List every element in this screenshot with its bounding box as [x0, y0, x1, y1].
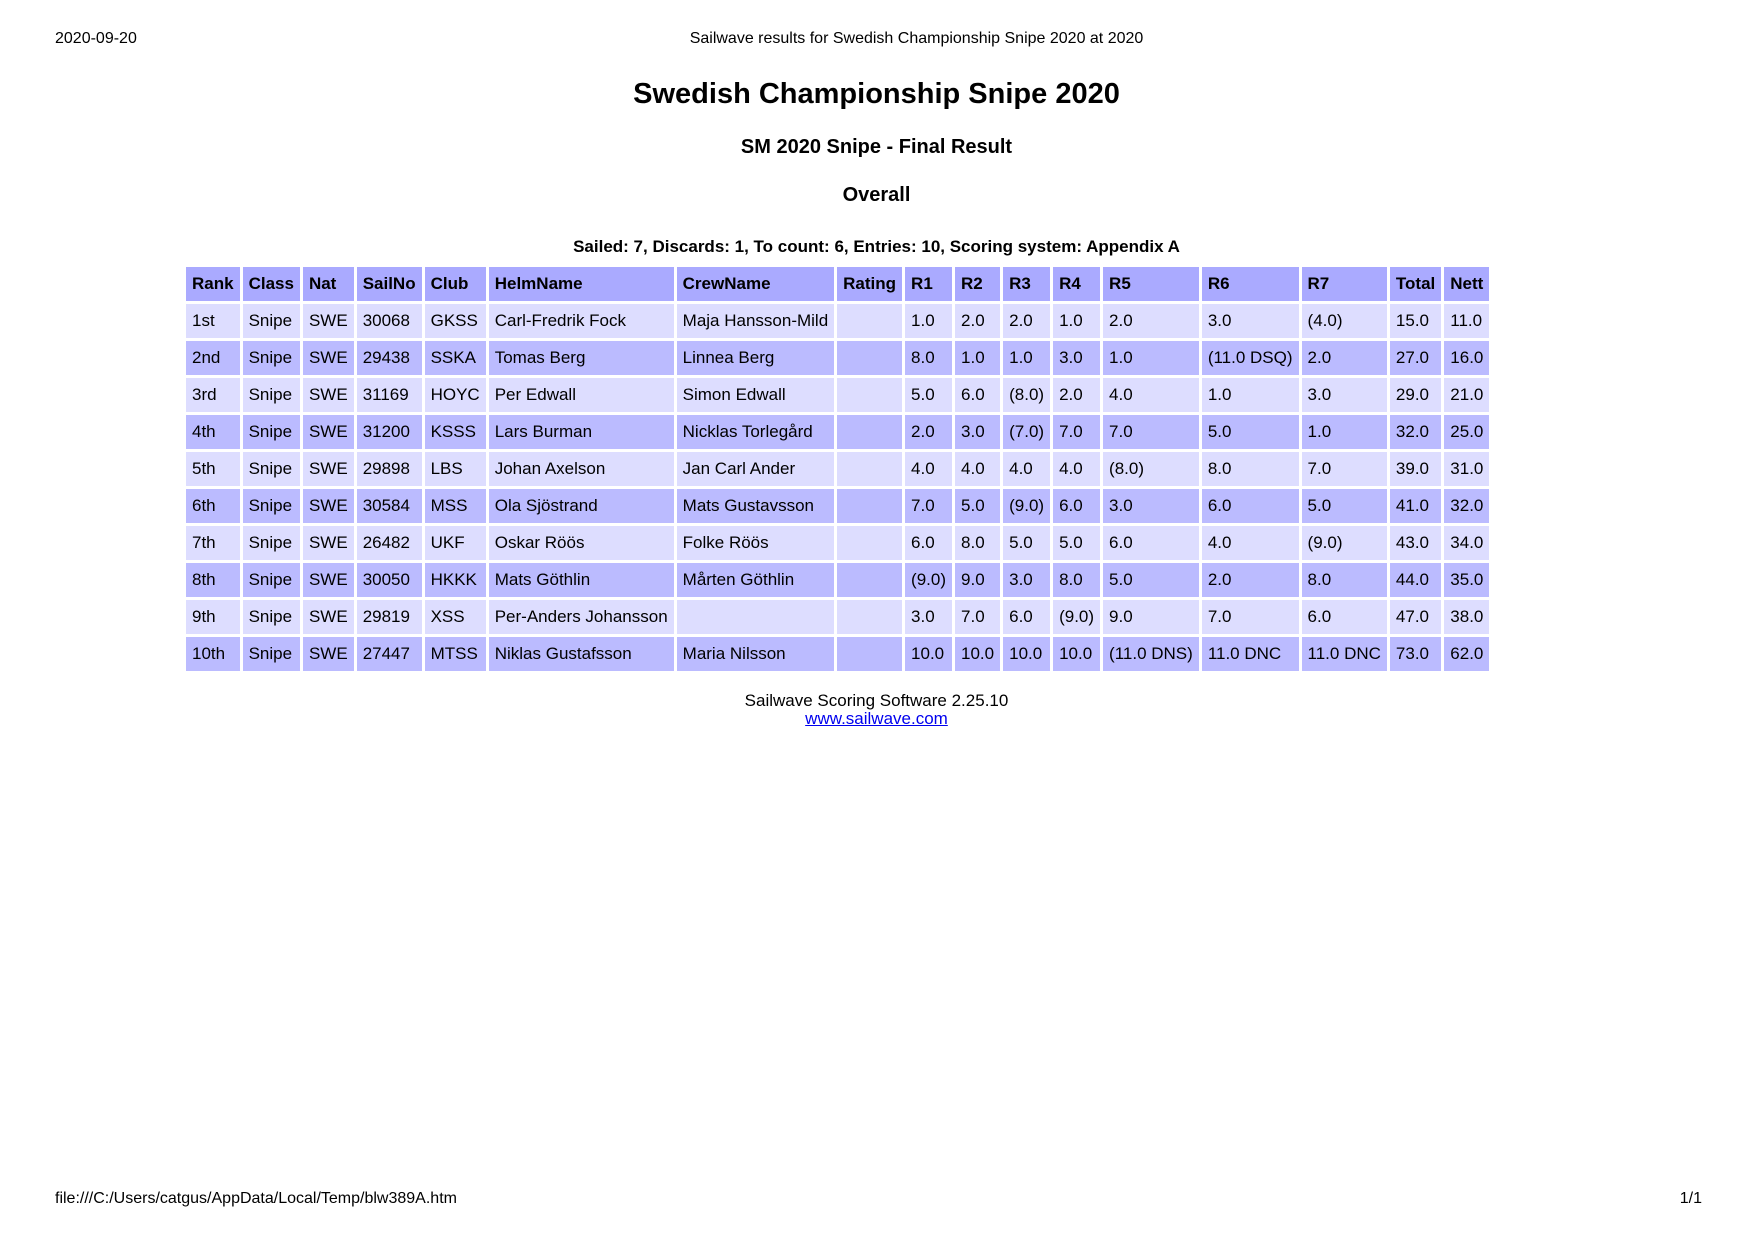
cell-rank: 6th	[186, 489, 240, 523]
cell-club: UKF	[425, 526, 486, 560]
cell-crewname: Maria Nilsson	[677, 637, 835, 671]
cell-r4: 7.0	[1053, 415, 1100, 449]
cell-total: 32.0	[1390, 415, 1441, 449]
cell-r7: 3.0	[1302, 378, 1387, 412]
cell-club: HKKK	[425, 563, 486, 597]
results-subtitle: SM 2020 Snipe - Final Result	[740, 136, 1013, 158]
cell-crewname: Mats Gustavsson	[677, 489, 835, 523]
cell-r5: 1.0	[1103, 341, 1199, 375]
cell-rating	[837, 452, 902, 486]
cell-nett: 34.0	[1444, 526, 1489, 560]
table-row	[186, 526, 1489, 560]
cell-r2: 9.0	[955, 563, 1000, 597]
cell-helmname: Carl-Fredrik Fock	[489, 304, 674, 338]
cell-sailno: 26482	[357, 526, 422, 560]
cell-rating	[837, 563, 902, 597]
cell-nett: 21.0	[1444, 378, 1489, 412]
cell-crewname: Nicklas Torlegård	[677, 415, 835, 449]
cell-class: Snipe	[243, 415, 300, 449]
cell-class: Snipe	[243, 600, 300, 634]
cell-r3: 5.0	[1003, 526, 1050, 560]
cell-r6: 4.0	[1202, 526, 1299, 560]
cell-r1: (9.0)	[905, 563, 952, 597]
cell-r1: 4.0	[905, 452, 952, 486]
cell-nett: 16.0	[1444, 341, 1489, 375]
cell-helmname: Oskar Röös	[489, 526, 674, 560]
cell-sailno: 27447	[357, 637, 422, 671]
cell-r3: 6.0	[1003, 600, 1050, 634]
cell-r4: 2.0	[1053, 378, 1100, 412]
cell-r3: (8.0)	[1003, 378, 1050, 412]
cell-nat: SWE	[303, 600, 354, 634]
cell-r3: (9.0)	[1003, 489, 1050, 523]
cell-r2: 2.0	[955, 304, 1000, 338]
cell-sailno: 29438	[357, 341, 422, 375]
cell-nett: 25.0	[1444, 415, 1489, 449]
cell-rank: 10th	[186, 637, 240, 671]
column-header-r1: R1	[905, 267, 952, 301]
cell-r3: 2.0	[1003, 304, 1050, 338]
cell-club: KSSS	[425, 415, 486, 449]
column-header-r3: R3	[1003, 267, 1050, 301]
cell-r5: 7.0	[1103, 415, 1199, 449]
cell-r2: 6.0	[955, 378, 1000, 412]
cell-r2: 4.0	[955, 452, 1000, 486]
cell-total: 43.0	[1390, 526, 1441, 560]
cell-rank: 5th	[186, 452, 240, 486]
cell-crewname: Linnea Berg	[677, 341, 835, 375]
print-footer-page-number: 1/1	[1679, 1190, 1702, 1207]
cell-r4: 10.0	[1053, 637, 1100, 671]
cell-total: 27.0	[1390, 341, 1441, 375]
cell-nett: 31.0	[1444, 452, 1489, 486]
cell-helmname: Mats Göthlin	[489, 563, 674, 597]
cell-rating	[837, 378, 902, 412]
column-header-nett: Nett	[1444, 267, 1489, 301]
table-row	[186, 637, 1489, 671]
column-header-rating: Rating	[837, 267, 902, 301]
cell-r6: 11.0 DNC	[1202, 637, 1299, 671]
cell-helmname: Ola Sjöstrand	[489, 489, 674, 523]
cell-rank: 3rd	[186, 378, 240, 412]
cell-nett: 38.0	[1444, 600, 1489, 634]
table-row	[186, 452, 1489, 486]
results-summary: Sailed: 7, Discards: 1, To count: 6, Entries: 10, Scoring system: Appendix A	[573, 237, 1180, 256]
cell-helmname: Per Edwall	[489, 378, 674, 412]
cell-total: 44.0	[1390, 563, 1441, 597]
cell-nat: SWE	[303, 415, 354, 449]
cell-r4: (9.0)	[1053, 600, 1100, 634]
cell-sailno: 30068	[357, 304, 422, 338]
column-header-class: Class	[243, 267, 300, 301]
column-header-r4: R4	[1053, 267, 1100, 301]
column-header-r6: R6	[1202, 267, 1299, 301]
cell-helmname: Johan Axelson	[489, 452, 674, 486]
cell-rating	[837, 489, 902, 523]
cell-club: LBS	[425, 452, 486, 486]
cell-r1: 6.0	[905, 526, 952, 560]
cell-r5: (8.0)	[1103, 452, 1199, 486]
cell-r3: 3.0	[1003, 563, 1050, 597]
cell-total: 39.0	[1390, 452, 1441, 486]
cell-r5: 5.0	[1103, 563, 1199, 597]
cell-r1: 10.0	[905, 637, 952, 671]
cell-r3: 1.0	[1003, 341, 1050, 375]
cell-r2: 3.0	[955, 415, 1000, 449]
cell-r4: 1.0	[1053, 304, 1100, 338]
cell-class: Snipe	[243, 563, 300, 597]
cell-nat: SWE	[303, 304, 354, 338]
cell-sailno: 30584	[357, 489, 422, 523]
cell-class: Snipe	[243, 526, 300, 560]
column-header-rank: Rank	[186, 267, 240, 301]
cell-nat: SWE	[303, 341, 354, 375]
cell-nat: SWE	[303, 526, 354, 560]
cell-r7: 8.0	[1302, 563, 1387, 597]
cell-nett: 11.0	[1444, 304, 1489, 338]
cell-sailno: 31200	[357, 415, 422, 449]
cell-crewname: Folke Röös	[677, 526, 835, 560]
cell-r6: 2.0	[1202, 563, 1299, 597]
cell-sailno: 29819	[357, 600, 422, 634]
cell-rank: 1st	[186, 304, 240, 338]
print-footer-path: file:///C:/Users/catgus/AppData/Local/Temp/blw389A.htm	[55, 1190, 457, 1207]
cell-nat: SWE	[303, 452, 354, 486]
cell-nat: SWE	[303, 563, 354, 597]
column-header-helmname: HelmName	[489, 267, 674, 301]
cell-nett: 62.0	[1444, 637, 1489, 671]
cell-nett: 35.0	[1444, 563, 1489, 597]
cell-class: Snipe	[243, 378, 300, 412]
column-header-club: Club	[425, 267, 486, 301]
cell-club: MSS	[425, 489, 486, 523]
table-body	[186, 304, 1489, 671]
table-row	[186, 341, 1489, 375]
cell-sailno: 31169	[357, 378, 422, 412]
cell-r6: (11.0 DSQ)	[1202, 341, 1299, 375]
cell-r3: (7.0)	[1003, 415, 1050, 449]
cell-r1: 8.0	[905, 341, 952, 375]
cell-r7: 7.0	[1302, 452, 1387, 486]
cell-total: 29.0	[1390, 378, 1441, 412]
cell-rating	[837, 341, 902, 375]
cell-nat: SWE	[303, 637, 354, 671]
cell-rank: 2nd	[186, 341, 240, 375]
cell-class: Snipe	[243, 341, 300, 375]
cell-class: Snipe	[243, 489, 300, 523]
cell-r1: 5.0	[905, 378, 952, 412]
cell-r7: 2.0	[1302, 341, 1387, 375]
cell-rank: 8th	[186, 563, 240, 597]
table-row	[186, 304, 1489, 338]
cell-r4: 4.0	[1053, 452, 1100, 486]
print-header-title: Sailwave results for Swedish Championship Snipe 2020 at 2020	[689, 30, 1144, 47]
cell-rank: 9th	[186, 600, 240, 634]
sailwave-link[interactable]: www.sailwave.com	[805, 709, 948, 728]
cell-r6: 6.0	[1202, 489, 1299, 523]
results-table	[183, 264, 1492, 674]
cell-r3: 4.0	[1003, 452, 1050, 486]
cell-nett: 32.0	[1444, 489, 1489, 523]
print-header-date: 2020-09-20	[55, 30, 137, 47]
cell-club: XSS	[425, 600, 486, 634]
cell-crewname: Simon Edwall	[677, 378, 835, 412]
software-credit: Sailwave Scoring Software 2.25.10	[744, 691, 1009, 710]
cell-r3: 10.0	[1003, 637, 1050, 671]
cell-class: Snipe	[243, 452, 300, 486]
table-row	[186, 489, 1489, 523]
cell-r1: 3.0	[905, 600, 952, 634]
cell-crewname: Jan Carl Ander	[677, 452, 835, 486]
cell-r2: 8.0	[955, 526, 1000, 560]
cell-r7: 6.0	[1302, 600, 1387, 634]
cell-total: 41.0	[1390, 489, 1441, 523]
cell-r4: 8.0	[1053, 563, 1100, 597]
table-row	[186, 415, 1489, 449]
cell-sailno: 29898	[357, 452, 422, 486]
cell-r4: 5.0	[1053, 526, 1100, 560]
cell-rating	[837, 637, 902, 671]
cell-club: SSKA	[425, 341, 486, 375]
table-row	[186, 378, 1489, 412]
table-row	[186, 563, 1489, 597]
cell-r2: 7.0	[955, 600, 1000, 634]
cell-r6: 1.0	[1202, 378, 1299, 412]
cell-club: HOYC	[425, 378, 486, 412]
cell-r7: (9.0)	[1302, 526, 1387, 560]
cell-total: 15.0	[1390, 304, 1441, 338]
cell-r1: 7.0	[905, 489, 952, 523]
cell-r5: 4.0	[1103, 378, 1199, 412]
cell-sailno: 30050	[357, 563, 422, 597]
cell-r6: 8.0	[1202, 452, 1299, 486]
cell-club: GKSS	[425, 304, 486, 338]
column-header-total: Total	[1390, 267, 1441, 301]
cell-r2: 1.0	[955, 341, 1000, 375]
cell-rank: 7th	[186, 526, 240, 560]
cell-r4: 3.0	[1053, 341, 1100, 375]
cell-r5: 3.0	[1103, 489, 1199, 523]
cell-rating	[837, 304, 902, 338]
cell-r7: 11.0 DNC	[1302, 637, 1387, 671]
cell-total: 47.0	[1390, 600, 1441, 634]
cell-helmname: Per-Anders Johansson	[489, 600, 674, 634]
cell-r2: 5.0	[955, 489, 1000, 523]
cell-r5: 6.0	[1103, 526, 1199, 560]
table-header-row	[186, 267, 1489, 301]
cell-r4: 6.0	[1053, 489, 1100, 523]
cell-crewname: Mårten Göthlin	[677, 563, 835, 597]
cell-class: Snipe	[243, 304, 300, 338]
cell-helmname: Niklas Gustafsson	[489, 637, 674, 671]
software-footer	[0, 692, 1753, 728]
cell-rating	[837, 526, 902, 560]
cell-rank: 4th	[186, 415, 240, 449]
cell-r5: 2.0	[1103, 304, 1199, 338]
cell-helmname: Tomas Berg	[489, 341, 674, 375]
cell-r2: 10.0	[955, 637, 1000, 671]
cell-r7: (4.0)	[1302, 304, 1387, 338]
cell-rating	[837, 600, 902, 634]
cell-r7: 5.0	[1302, 489, 1387, 523]
cell-nat: SWE	[303, 489, 354, 523]
cell-crewname	[677, 600, 835, 634]
cell-r6: 3.0	[1202, 304, 1299, 338]
column-header-sailno: SailNo	[357, 267, 422, 301]
cell-r1: 2.0	[905, 415, 952, 449]
cell-r7: 1.0	[1302, 415, 1387, 449]
cell-total: 73.0	[1390, 637, 1441, 671]
cell-class: Snipe	[243, 637, 300, 671]
cell-club: MTSS	[425, 637, 486, 671]
cell-r5: (11.0 DNS)	[1103, 637, 1199, 671]
cell-r6: 7.0	[1202, 600, 1299, 634]
section-title: Overall	[842, 184, 911, 206]
column-header-crewname: CrewName	[677, 267, 835, 301]
cell-helmname: Lars Burman	[489, 415, 674, 449]
cell-r6: 5.0	[1202, 415, 1299, 449]
cell-r1: 1.0	[905, 304, 952, 338]
column-header-nat: Nat	[303, 267, 354, 301]
cell-rating	[837, 415, 902, 449]
column-header-r5: R5	[1103, 267, 1199, 301]
column-header-r2: R2	[955, 267, 1000, 301]
cell-crewname: Maja Hansson-Mild	[677, 304, 835, 338]
table-row	[186, 600, 1489, 634]
column-header-r7: R7	[1302, 267, 1387, 301]
event-title: Swedish Championship Snipe 2020	[633, 78, 1120, 110]
cell-r5: 9.0	[1103, 600, 1199, 634]
cell-nat: SWE	[303, 378, 354, 412]
